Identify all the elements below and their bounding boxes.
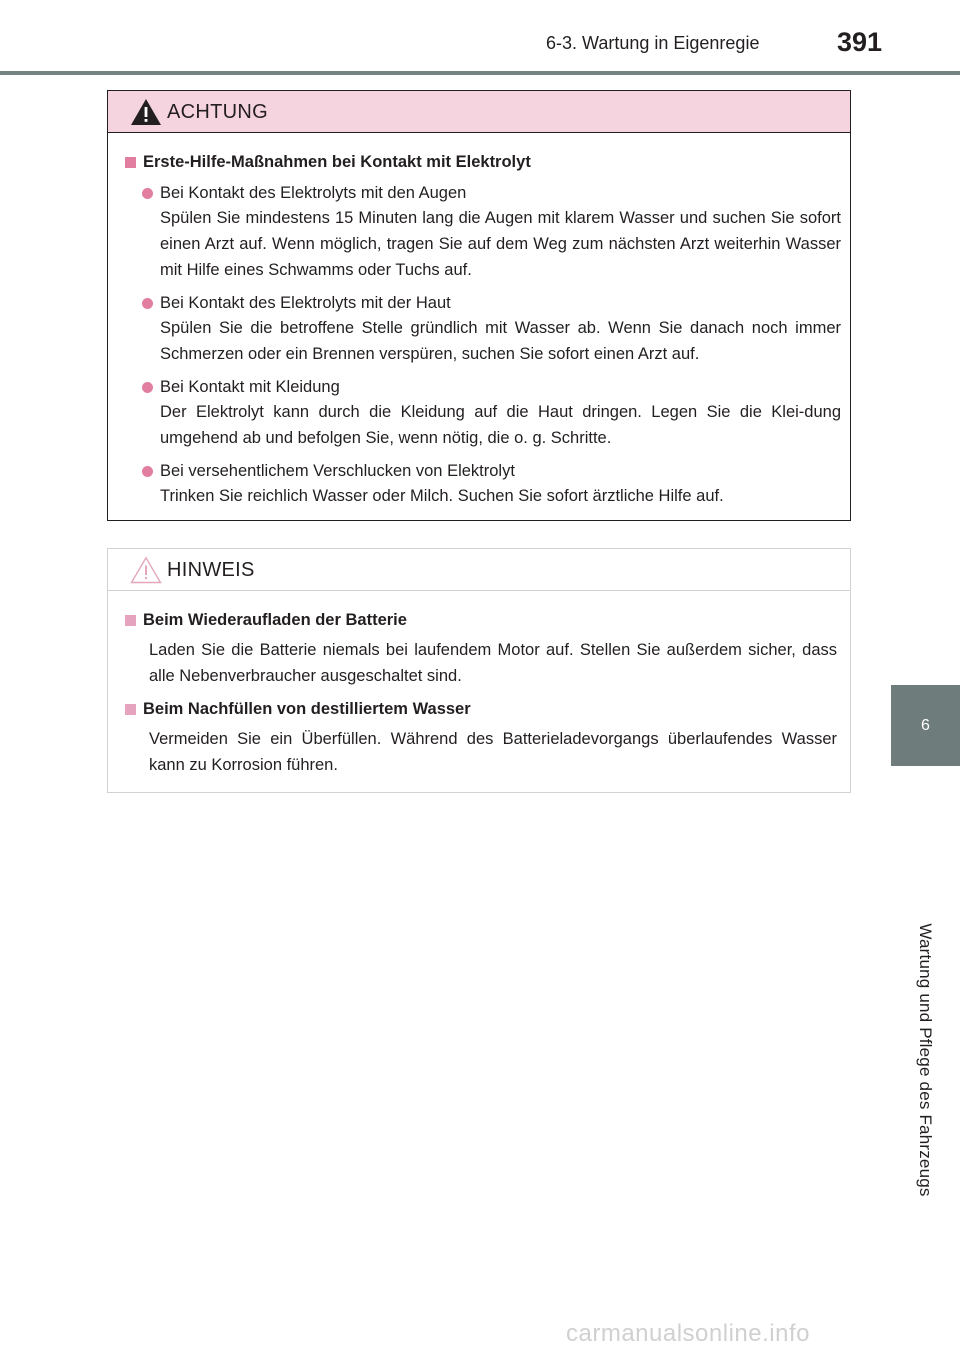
item-text: Spülen Sie mindestens 15 Minuten lang die Augen mit klarem Wasser und suchen Sie sofort einen Arzt auf. Wenn möglich, tragen Sie auf dem Weg zum nächsten Arzt weiterhin Wasser mit Hilfe eines Schwamms oder Tuchs auf. — [160, 209, 841, 279]
hinweis-title: HINWEIS — [167, 559, 255, 581]
circle-bullet-icon — [142, 466, 153, 477]
hinweis-text: Laden Sie die Batterie niemals bei laufendem Motor auf. Stellen Sie außerdem sicher, dass alle Nebenverbraucher ausgeschaltet sind. — [149, 641, 837, 685]
hinweis-heading — [125, 698, 841, 720]
achtung-heading — [125, 151, 841, 173]
circle-bullet-icon — [142, 188, 153, 199]
circle-bullet-icon — [142, 382, 153, 393]
warning-icon — [130, 98, 162, 126]
hinweis-heading-text: Beim Nachfüllen von destilliertem Wasser — [143, 700, 471, 718]
hinweis-header — [108, 549, 850, 591]
chapter-tab[interactable] — [891, 685, 960, 766]
item-text: Trinken Sie reichlich Wasser oder Milch. Suchen Sie sofort ärztliche Hilfe auf. — [160, 487, 724, 505]
item-text: Spülen Sie die betroffene Stelle gründlich mit Wasser ab. Wenn Sie danach noch immer Schmerzen oder ein Brennen verspüren, suchen Sie sofort einen Arzt auf. — [160, 319, 841, 363]
hinweis-box — [107, 548, 851, 793]
item-title: Bei Kontakt des Elektrolyts mit den Augen — [160, 184, 467, 202]
achtung-body — [108, 133, 850, 509]
chapter-number: 6 — [921, 716, 930, 734]
circle-bullet-icon — [142, 298, 153, 309]
achtung-title: ACHTUNG — [167, 101, 268, 123]
hinweis-text: Vermeiden Sie ein Überfüllen. Während des Batterieladevorgangs überlaufendes Wasser kann zu Korrosion führen. — [149, 730, 837, 774]
watermark: carmanualsonline.info — [566, 1320, 810, 1347]
header-rule — [0, 71, 960, 75]
hinweis-heading — [125, 609, 841, 631]
hinweis-body — [108, 591, 850, 778]
list-item — [125, 460, 841, 509]
item-title: Bei Kontakt mit Kleidung — [160, 378, 340, 396]
achtung-box — [107, 90, 851, 521]
achtung-header — [108, 91, 850, 133]
achtung-heading-text: Erste-Hilfe-Maßnahmen bei Kontakt mit Elektrolyt — [143, 153, 531, 171]
item-title: Bei Kontakt des Elektrolyts mit der Haut — [160, 294, 451, 312]
notice-icon — [130, 556, 162, 584]
chapter-title: Wartung und Pflege des Fahrzeugs — [916, 923, 935, 1197]
item-title: Bei versehentlichem Verschlucken von Elektrolyt — [160, 462, 515, 480]
page-number: 391 — [837, 27, 883, 57]
item-text: Der Elektrolyt kann durch die Kleidung auf die Haut dringen. Legen Sie die Klei-dung umgehend ab und befolgen Sie, wenn nötig, die o. g. Schritte. — [160, 403, 841, 447]
section-title: 6-3. Wartung in Eigenregie — [546, 33, 760, 53]
hinweis-heading-text: Beim Wiederaufladen der Batterie — [143, 611, 407, 629]
square-bullet-icon — [125, 157, 136, 168]
list-item — [125, 182, 841, 283]
square-bullet-icon — [125, 615, 136, 626]
list-item — [125, 292, 841, 367]
square-bullet-icon — [125, 704, 136, 715]
list-item — [125, 376, 841, 451]
